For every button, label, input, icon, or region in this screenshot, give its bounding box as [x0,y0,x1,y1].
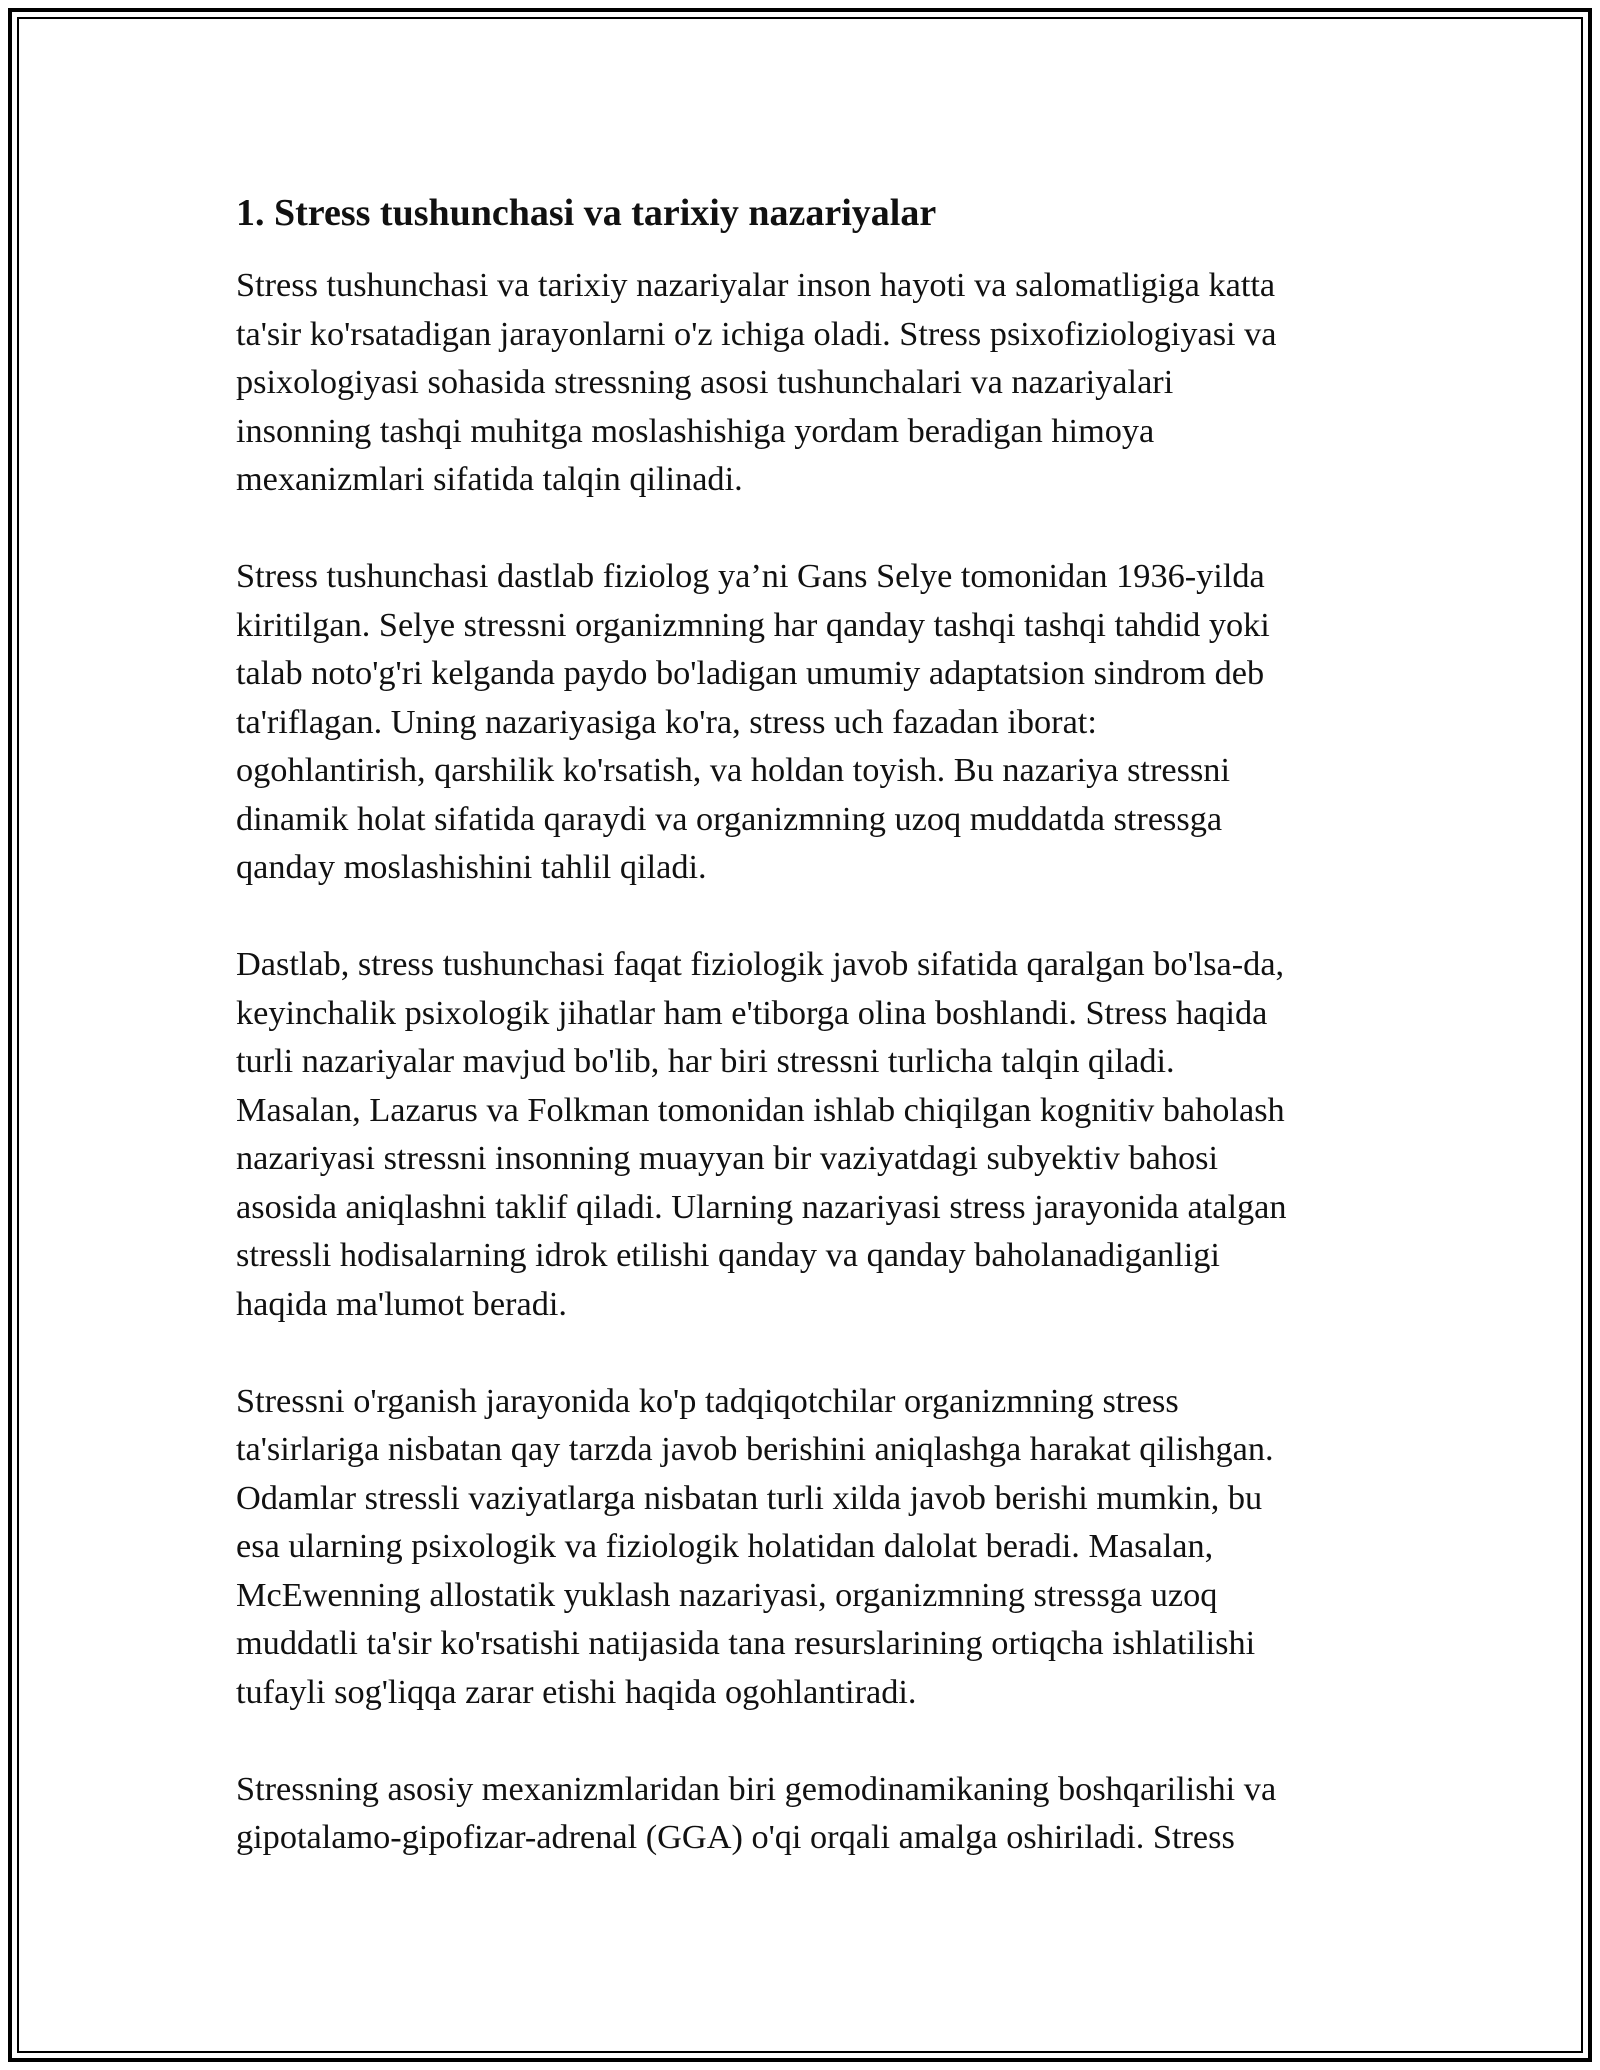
paragraph-line: tufayli sog'liqqa zarar etishi haqida ogohlantiradi. [236,1672,917,1711]
paragraph-line: gipotalamo-gipofizar-adrenal (GGA) o'qi orqali amalga oshiriladi. Stress [236,1818,1235,1856]
document-body [236,185,1366,1910]
paragraph-line: turli nazariyalar mavjud bo'lib, har biri stressni turlicha talqin qiladi. [236,1042,1175,1080]
paragraph-line: nazariyasi stressni insonning muayyan bir vaziyatdagi subyektiv bahosi [236,1139,1219,1177]
paragraph-line: muddatli ta'sir ko'rsatishi natijasida tana resurslarining ortiqcha ishlatilishi [236,1624,1256,1662]
section-heading: 1. Stress tushunchasi va tarixiy nazariyalar [236,192,937,234]
paragraph-line: mexanizmlari sifatida talqin qilinadi. [236,460,743,498]
paragraph-line: qanday moslashishini tahlil qiladi. [236,848,707,886]
paragraph-line: Stressning asosiy mexanizmlaridan biri gemodinamikaning boshqarilishi va [236,1769,1277,1808]
paragraph-line: asosida aniqlashni taklif qiladi. Ularning nazariyasi stress jarayonida atalgan [236,1187,1287,1226]
paragraph-line: ogohlantirish, qarshilik ko'rsatish, va holdan toyish. Bu nazariya stressni [236,751,1230,789]
paragraph-2 [236,552,1366,892]
paragraph-1 [236,261,1366,504]
paragraph-line: ta'riflagan. Uning nazariyasiga ko'ra, stress uch fazadan iborat: [236,702,1097,741]
paragraph-line: dinamik holat sifatida qaraydi va organizmning uzoq muddatda stressga [236,799,1223,838]
paragraph-line: McEwenning allostatik yuklash nazariyasi, organizmning stressga uzoq [236,1575,1218,1614]
paragraph-line: haqida ma'lumot beradi. [236,1284,567,1323]
paragraph-line: Stress tushunchasi va tarixiy nazariyalar inson hayoti va salomatligiga katta [236,266,1276,304]
paragraph-line: insonning tashqi muhitga moslashishiga yordam beradigan himoya [236,411,1155,450]
paragraph-line: ta'sir ko'rsatadigan jarayonlarni o'z ichiga oladi. Stress psixofiziologiyasi va [236,314,1277,353]
paragraph-line: keyinchalik psixologik jihatlar ham e'tiborga olina boshlandi. Stress haqida [236,993,1268,1032]
paragraph-line: esa ularning psixologik va fiziologik holatidan dalolat beradi. Masalan, [236,1527,1214,1565]
paragraph-line: kiritilgan. Selye stressni organizmning har qanday tashqi tashqi tahdid yoki [236,605,1270,644]
paragraph-4 [236,1377,1366,1717]
paragraph-line: ta'sirlariga nisbatan qay tarzda javob berishini aniqlashga harakat qilishgan. [236,1430,1274,1468]
paragraph-line: stressli hodisalarning idrok etilishi qanday va qanday baholanadiganligi [236,1236,1220,1274]
paragraph-3 [236,940,1366,1328]
paragraph-line: psixologiyasi sohasida stressning asosi tushunchalari va nazariyalari [236,363,1174,401]
paragraph-line: talab noto'g'ri kelganda paydo bo'ladigan umumiy adaptatsion sindrom deb [236,654,1265,692]
paragraph-line: Masalan, Lazarus va Folkman tomonidan ishlab chiqilgan kognitiv baholash [236,1090,1285,1129]
paragraph-line: Stressni o'rganish jarayonida ko'p tadqiqotchilar organizmning stress [236,1381,1179,1420]
paragraph-line: Odamlar stressli vaziyatlarga nisbatan turli xilda javob berishi mumkin, bu [236,1478,1263,1517]
paragraph-line: Stress tushunchasi dastlab fiziolog ya’ni Gans Selye tomonidan 1936-yilda [236,557,1265,595]
paragraph-5 [236,1765,1366,1862]
paragraph-line: Dastlab, stress tushunchasi faqat fiziologik javob sifatida qaralgan bo'lsa-da, [236,945,1285,983]
